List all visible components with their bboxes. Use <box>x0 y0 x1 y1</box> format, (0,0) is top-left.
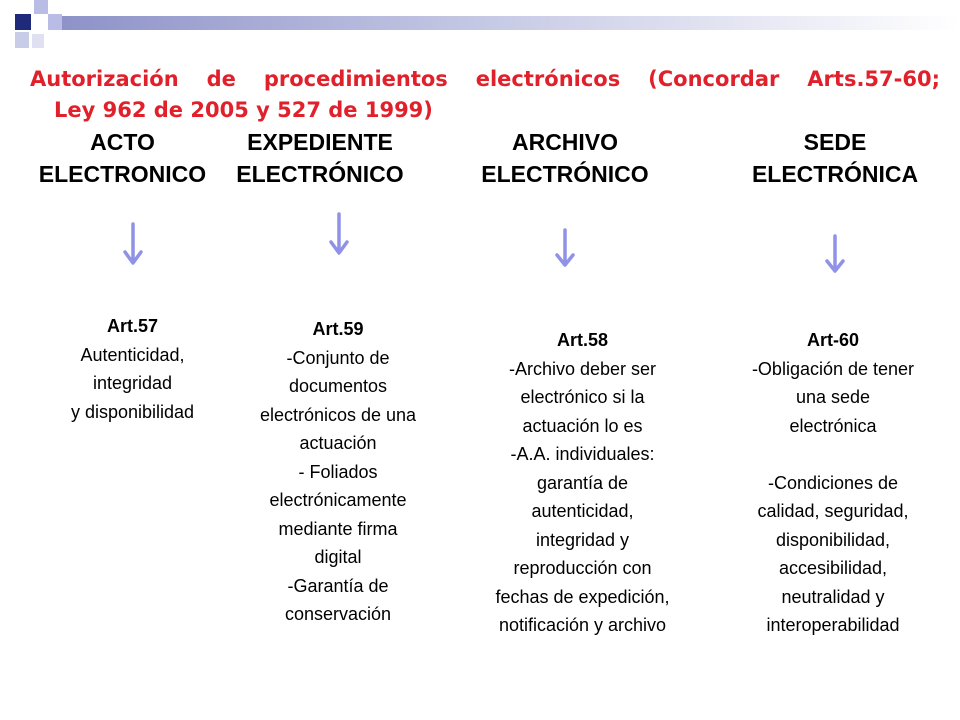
heading-line: ACTO <box>90 129 155 155</box>
column-art60 <box>718 326 948 640</box>
body-line: electrónico si la <box>520 387 645 407</box>
arrow-down-icon <box>824 234 846 276</box>
heading-line: EXPEDIENTE <box>247 129 393 155</box>
deco-square-dark <box>15 14 31 30</box>
heading-line: ELECTRÓNICO <box>236 161 404 187</box>
column-art58 <box>465 326 700 640</box>
heading-line: ARCHIVO <box>511 129 619 155</box>
heading-expediente-electronico <box>220 126 420 190</box>
body-line: -Conjunto de <box>286 347 390 368</box>
body-line: digital <box>314 547 362 567</box>
body-line: mediante firma <box>278 518 398 539</box>
body-line: documentos <box>288 376 388 396</box>
deco-square-light <box>15 32 29 48</box>
body-line: interoperabilidad <box>766 615 900 635</box>
body-line: neutralidad y <box>781 586 885 607</box>
body-line: actuación lo es <box>522 415 643 436</box>
body-line: fechas de expedición, <box>495 586 670 607</box>
title-line-1: Autorización de procedimientos electrónicos (Concordar Arts.57-60; <box>30 67 940 91</box>
heading-line: ELECTRÓNICO <box>481 161 649 187</box>
body-line: garantía de <box>536 472 629 493</box>
body-line: electrónica <box>789 415 877 436</box>
body-line: accesibilidad, <box>778 558 888 578</box>
body-line: -Obligación de tener <box>751 358 915 379</box>
body-line: integridad y <box>535 529 630 550</box>
body-line: -Garantía de <box>287 575 389 596</box>
heading-acto-electronico <box>15 126 230 190</box>
body-line: - Foliados <box>298 461 378 482</box>
heading-archivo-electronico <box>460 126 670 190</box>
body-line: autenticidad, <box>531 501 634 521</box>
body-line <box>718 440 948 469</box>
body-line: -Condiciones de <box>767 472 899 493</box>
body-line: Autenticidad, <box>80 344 185 365</box>
body-line: calidad, seguridad, <box>757 501 909 521</box>
body-line: disponibilidad, <box>775 529 891 550</box>
body-line: actuación <box>299 433 377 453</box>
deco-square-light <box>48 14 62 30</box>
body-line: electrónicamente <box>269 490 407 510</box>
article-label: Art.59 <box>312 319 364 339</box>
column-art57 <box>40 312 225 426</box>
deco-square-light <box>32 34 44 48</box>
title-line-2: Ley 962 de 2005 y 527 de 1999) <box>54 98 433 122</box>
heading-line: ELECTRONICO <box>38 161 207 187</box>
arrow-down-icon <box>122 222 144 268</box>
column-art59 <box>228 315 448 629</box>
arrow-down-icon <box>328 212 350 258</box>
article-label: Art.58 <box>556 330 609 350</box>
header-decoration <box>0 0 960 60</box>
article-label: Art-60 <box>806 330 859 350</box>
body-line: integridad <box>92 373 173 393</box>
body-line: conservación <box>284 604 392 624</box>
slide-title <box>30 64 940 126</box>
heading-line: SEDE <box>803 129 867 155</box>
arrow-down-icon <box>554 228 576 270</box>
body-line: una sede <box>795 387 871 407</box>
body-line: reproducción con <box>513 558 652 578</box>
header-gradient-bar <box>60 16 960 30</box>
heading-line: ELECTRÓNICA <box>751 161 919 187</box>
body-line: -Archivo deber ser <box>508 358 657 379</box>
article-label: Art.57 <box>106 316 159 336</box>
body-line: electrónicos de una <box>259 404 417 425</box>
deco-square-light <box>34 0 48 14</box>
body-line: notificación y archivo <box>498 615 667 635</box>
body-line: -A.A. individuales: <box>510 444 655 464</box>
heading-sede-electronica <box>730 126 940 190</box>
body-line: y disponibilidad <box>70 401 195 422</box>
